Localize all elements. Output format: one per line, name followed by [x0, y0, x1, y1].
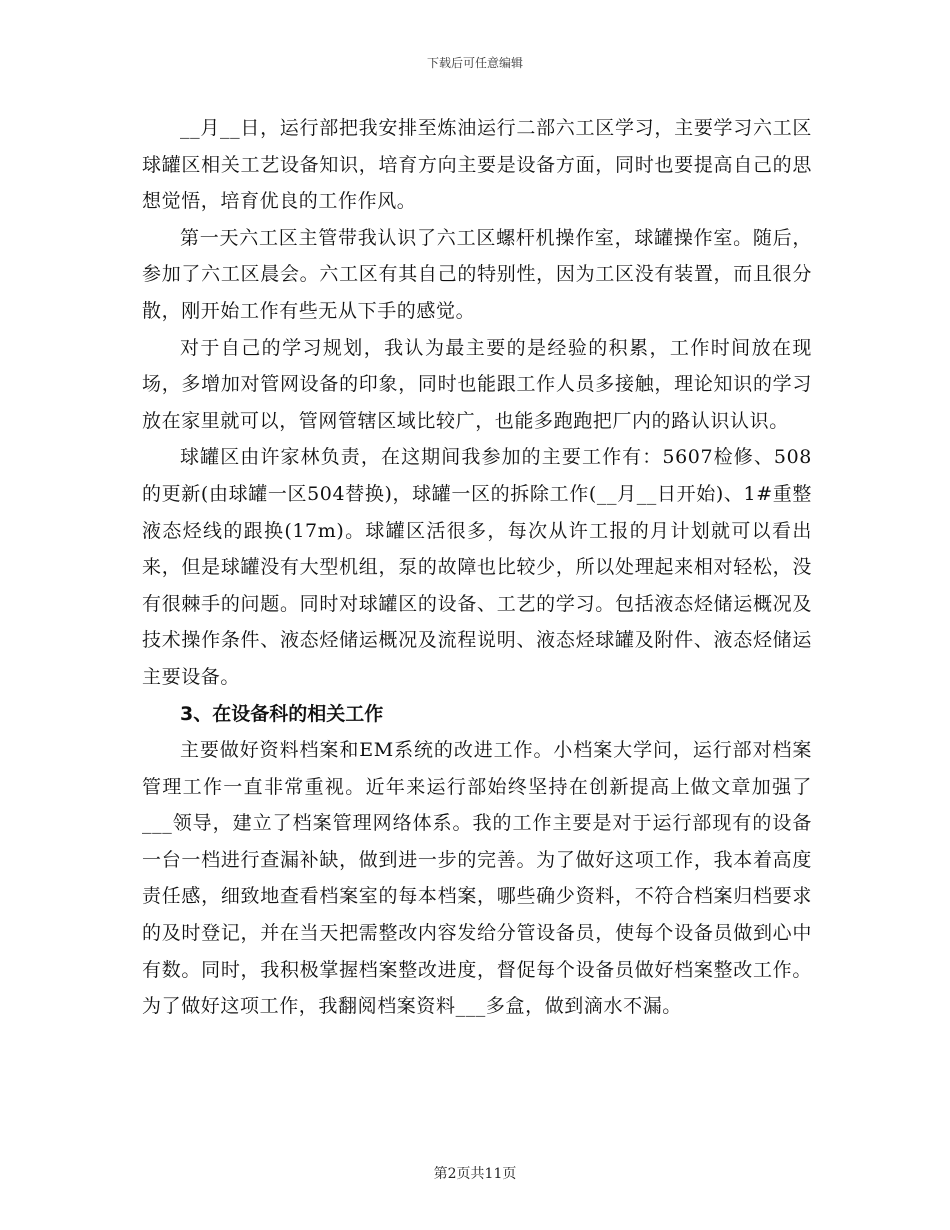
- page-number-footer: 第2页共11页: [433, 1166, 517, 1182]
- paragraph-equipment-dept: 主要做好资料档案和EM系统的改进工作。小档案大学问，运行部对档案管理工作一直非常重视。近年来运行部始终坚持在创新提高上做文章加强了___领导，建立了档案管理网络体系。我的工作主要是对于运行部现有的设备一台一档进行查漏补缺，做到进一步的完善。为了做好这项工作，我本着高度责任感，细致地查看档案室的每本档案，哪些确少资料，不符合档案归档要求的及时登记，并在当天把需整改内容发给分管设备员，使每个设备员做到心中有数。同时，我积极掌握档案整改进度，督促每个设备员做好档案整改工作。为了做好这项工作，我翻阅档案资料___多盒，做到滴水不漏。: [142, 739, 812, 1018]
- paragraph-study-plan: 对于自己的学习规划，我认为最主要的是经验的积累，工作时间放在现场，多增加对管网设备的印象，同时也能跟工作人员多接触，理论知识的学习放在家里就可以，管网管辖区域比较广，也能多跑跑把厂内的路认识认识。: [142, 336, 812, 432]
- page-header-note: 下载后可任意编辑: [426, 56, 523, 70]
- section-heading: 3、在设备科的相关工作: [180, 702, 384, 725]
- paragraph-tank-area-work: 球罐区由许家林负责，在这期间我参加的主要工作有：5607检修、508的更新(由球罐一区504替换)，球罐一区的拆除工作(__月__日开始)、1#重整液态烃线的跟换(17m)。球罐区活很多，每次从许工报的月计划就可以看出来，但是球罐没有大型机组，泵的故障也比较少，所以处理起来相对轻松，没有很棘手的问题。同时对球罐区的设备、工艺的学习。包括液态烃储运概况及技术操作条件、液态烃储运概况及流程说明、液态烃球罐及附件、液态烃储运主要设备。: [142, 446, 812, 688]
- paragraph-first-day: 第一天六工区主管带我认识了六工区螺杆机操作室，球罐操作室。随后，参加了六工区晨会。六工区有其自己的特别性，因为工区没有装置，而且很分散，刚开始工作有些无从下手的感觉。: [142, 226, 812, 322]
- document-body: [142, 110, 812, 1025]
- paragraph-arrangement: __月__日，运行部把我安排至炼油运行二部六工区学习，主要学习六工区球罐区相关工艺设备知识，培育方向主要是设备方面，同时也要提高自己的思想觉悟，培育优良的工作作风。: [142, 117, 812, 213]
